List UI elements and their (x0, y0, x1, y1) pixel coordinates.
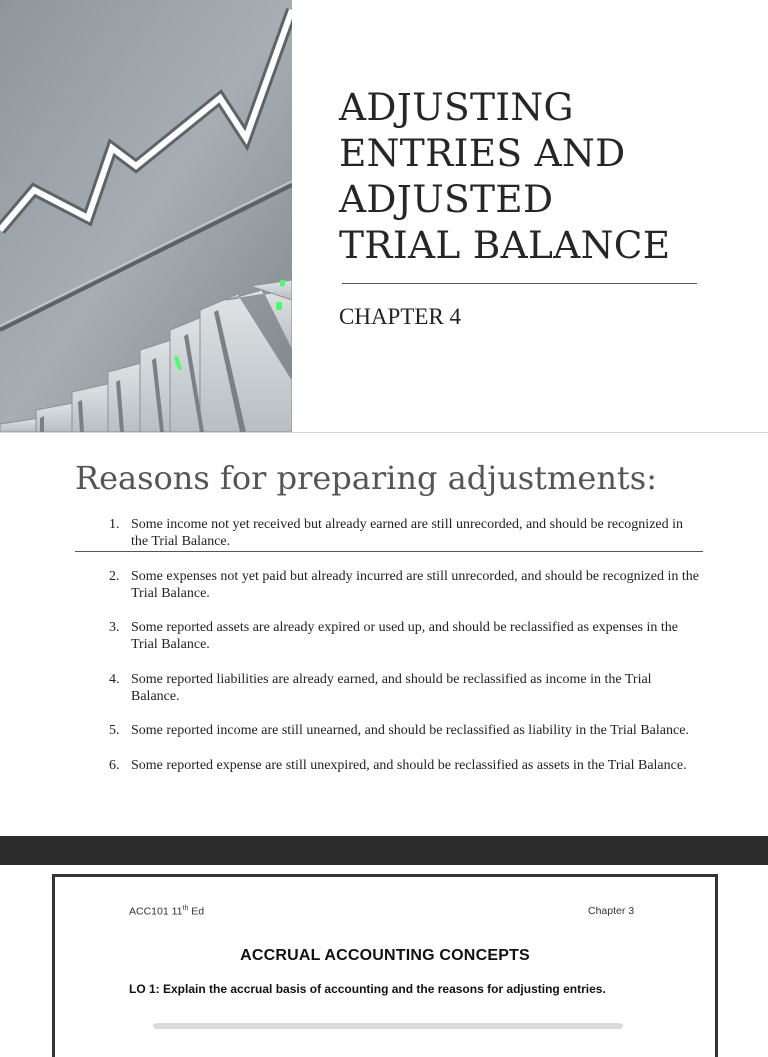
dark-separator-band (0, 836, 768, 865)
item-number: 1. (109, 517, 120, 532)
learning-objective: LO 1: Explain the accrual basis of accounting and the reasons for adjusting entries. (129, 982, 606, 996)
item-number: 3. (109, 620, 120, 635)
reasons-list (100, 516, 700, 791)
list-item (100, 516, 700, 550)
staircase-growth-image (0, 0, 292, 432)
title-slide (0, 0, 768, 432)
item-number: 5. (109, 723, 120, 738)
document-page (52, 874, 718, 1057)
item-text: Some reported income are still unearned, and should be reclassified as liability in the Trial Balance. (131, 723, 689, 738)
document-title: ACCRUAL ACCOUNTING CONCEPTS (240, 947, 530, 964)
document-slide (0, 865, 768, 1024)
title-line: ADJUSTED (339, 177, 554, 221)
course-code: ACC101 11 (129, 905, 183, 918)
item-text: Some income not yet received but already earned are still unrecorded, and should be recognized in the Trial Balance. (131, 517, 684, 549)
title-line: ENTRIES AND (339, 131, 626, 175)
course-header (129, 905, 204, 918)
slide-title-block (339, 84, 749, 268)
edition-suffix: th (182, 905, 189, 912)
title-line: TRIAL BALANCE (339, 223, 671, 267)
item-number: 2. (109, 568, 120, 584)
list-item (100, 757, 700, 774)
title-line: ADJUSTING (339, 85, 574, 129)
edition-label: Ed (188, 905, 205, 918)
chapter-header: Chapter 3 (588, 905, 635, 917)
title-divider (342, 283, 697, 284)
list-item (100, 722, 700, 739)
reasons-slide (0, 433, 768, 836)
item-text: Some reported assets are already expired or used up, and should be reclassified as expenses in the Trial Balance. (131, 620, 678, 652)
slide-title (339, 84, 749, 268)
item-number: 6. (109, 757, 120, 773)
list-item (100, 619, 700, 653)
item-text: Some expenses not yet paid but already incurred are still unrecorded, and should be recognized in the Trial Balance. (131, 568, 699, 601)
item-text: Some reported liabilities are already earned, and should be reclassified as income in the Trial Balance. (131, 671, 652, 704)
reasons-title: Reasons for preparing adjustments: (75, 459, 657, 497)
list-item (100, 671, 700, 705)
item-text: Some reported expense are still unexpired, and should be reclassified as assets in the Trial Balance. (131, 757, 687, 773)
item-number: 4. (109, 671, 120, 687)
chapter-label: CHAPTER 4 (339, 304, 462, 329)
list-item (100, 568, 700, 602)
